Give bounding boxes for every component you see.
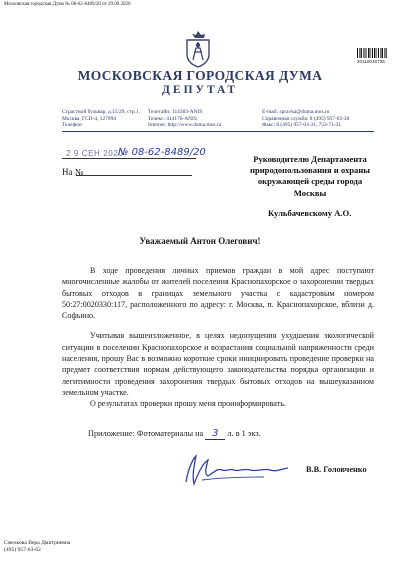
signature-icon (178, 450, 298, 490)
addressee-block (230, 154, 390, 199)
addressee-line: окружающей среды города (257, 176, 363, 187)
reference-label: На № (62, 167, 84, 177)
attachment-count: 3 (205, 428, 225, 440)
letter-body (62, 265, 374, 410)
email-line: E-mail: spravka@duma.mos.ru (262, 109, 330, 115)
outgoing-number: № 08-62-8489/20 (118, 147, 206, 158)
organization-title: МОСКОВСКАЯ ГОРОДСКАЯ ДУМА (77, 68, 323, 83)
body-paragraph: В ходе проведения личных приемов граждан в мой адрес поступают многочисленные жалобы от жителей поселения Краснопахорское о захоронении твердых бытовых отходов в границах земельного участка с кадастровым номером 50:27:0020330:117, расположенного по адресу: г. Москва, п. Краснопахорское, вблизи д. Софьино. (62, 266, 374, 321)
contact-address (62, 109, 140, 129)
executor-block (4, 540, 70, 554)
addressee-line: Руководителю Департамента (253, 154, 367, 164)
date-stamp: 2 9 СЕН 2020 (66, 149, 124, 158)
address-line: Страстной бульвар, д.15/29, стр.1, (62, 109, 140, 115)
attachment-suffix: л. в 1 экз. (227, 429, 261, 438)
website-line: Internet: http://www.duma.mos.ru (148, 122, 222, 129)
registration-number: 20110016736 (357, 59, 385, 64)
header-divider (62, 131, 374, 132)
fax-line: Факс: 8 (495) 957-03-31, 753-71-31 (262, 122, 342, 129)
addressee-line: Москвы (293, 187, 327, 198)
attachment-prefix: Приложение: Фотоматериалы на (88, 429, 204, 438)
outgoing-underline (118, 158, 196, 159)
organization-subtitle: ДЕПУТАТ (161, 84, 239, 96)
signer-name: В.В. Головченко (306, 465, 367, 474)
barcode-icon (357, 48, 387, 58)
body-paragraph: Учитывая вышеизложенное, в целях недопущения ухудшения экологической ситуации в поселении Краснопахорское и возрастания социальной напряженности среди населения, прошу Вас в возможно короткие сроки инициировать проведение проверки на предмет соответствия нормам действующего законодательства порядка организации и легитимности проведения захоронения твердых бытовых отходов на вышеуказанном земельном участке. (62, 331, 374, 397)
telex-line: Телекс: 414176-ANIS (148, 115, 197, 122)
attachment-line (88, 428, 261, 440)
date-underline (62, 158, 118, 159)
addressee-name: Кульбачевскому А.О. (268, 208, 352, 218)
document-registry-header: Московская городская Дума № 08-62-8489/20 от 29.09.2020 (4, 2, 131, 7)
addressee-line: природопользования и охраны (250, 165, 370, 176)
executor-name: Смелкова Вера Дмитриевна (4, 540, 71, 546)
contact-email (262, 109, 349, 129)
contact-telex (148, 109, 221, 129)
telex-line: Телетайп: 114383-ANIS (148, 109, 203, 115)
executor-phone: (495) 957-03-62 (4, 547, 41, 554)
greeting: Уважаемый Антон Олегович! (139, 236, 261, 246)
body-paragraph: О результатах проверки прошу меня проинформировать. (90, 399, 286, 409)
address-line: Телефон (62, 122, 82, 129)
moscow-emblem-icon (183, 30, 213, 68)
address-line: Москва, ГСП-4, 127994 (62, 115, 116, 122)
reference-underline (76, 175, 192, 176)
phone-line: Справочная служба: 8 (495) 957-03-30 (262, 115, 350, 122)
